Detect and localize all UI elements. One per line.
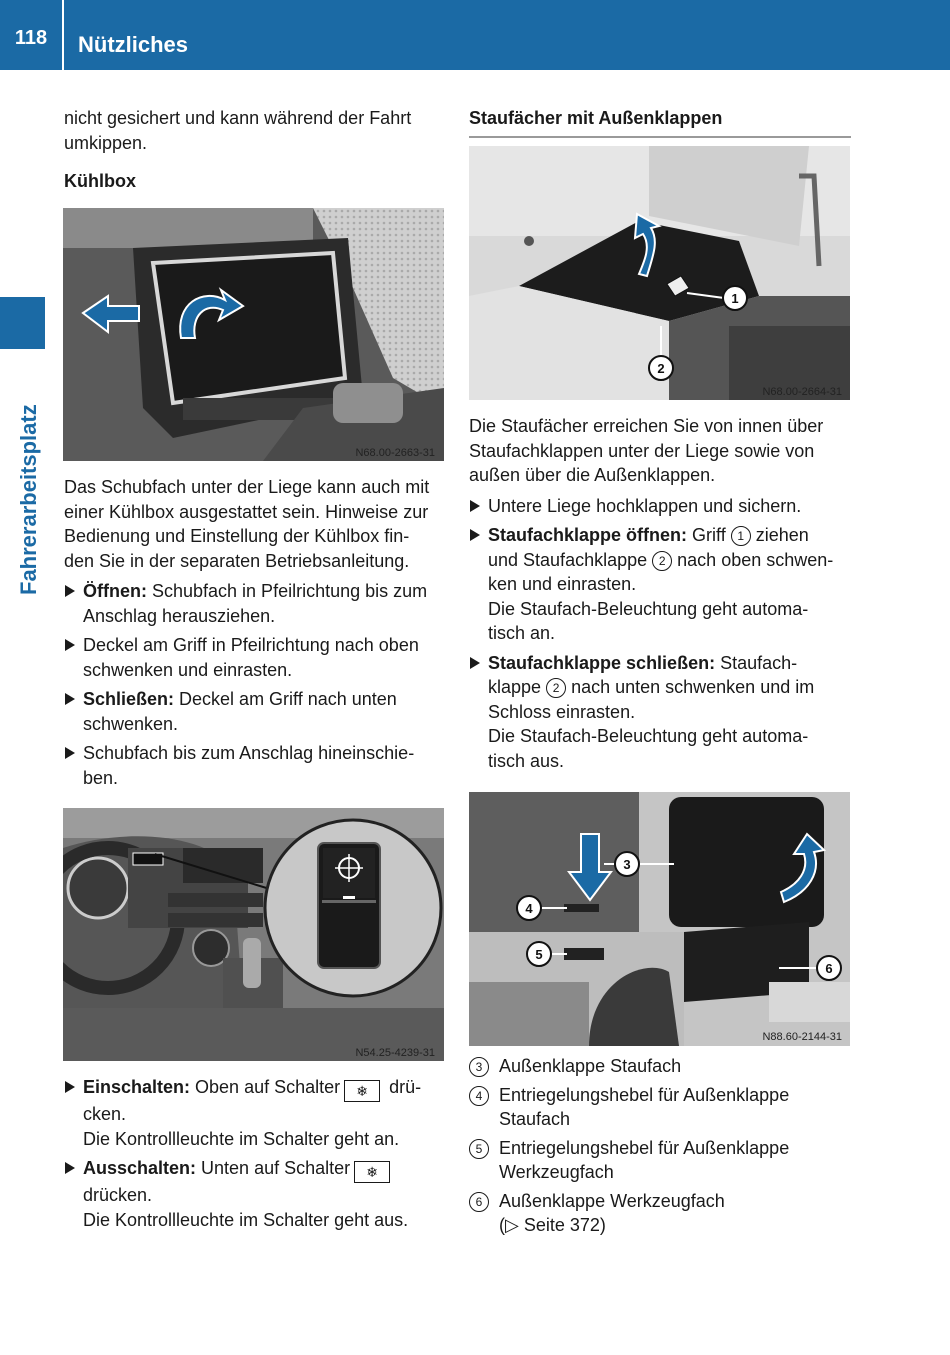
number-circle-6: 6 <box>469 1192 489 1212</box>
image-code: N54.25-4239-31 <box>355 1047 435 1059</box>
number-circle-5: 5 <box>469 1139 489 1159</box>
number-circle-1: 1 <box>731 526 751 546</box>
text: nach unten schwenken und im <box>566 677 815 697</box>
header-divider <box>62 0 64 70</box>
text-line: außen über die Außenklappen. <box>469 465 716 485</box>
bullet-triangle-icon <box>470 529 480 541</box>
bold-label: Einschalten: <box>83 1077 191 1097</box>
text-line: den Sie in der separaten Betriebsanleitung. <box>64 550 410 571</box>
text-line: Die Staufächer erreichen Sie von innen über <box>469 416 824 436</box>
number-circle-3: 3 <box>469 1057 489 1077</box>
bold-label: Schließen: <box>83 689 175 709</box>
kuehlbox-photo <box>63 208 444 461</box>
text-line: Untere Liege hochklappen und sichern. <box>488 495 802 516</box>
number-circle-2: 2 <box>546 678 566 698</box>
page-header <box>0 0 950 70</box>
text-line: tisch aus. <box>488 750 565 771</box>
callout-2: 2 <box>657 361 665 376</box>
text-line: Das Schubfach unter der Liege kann auch mit <box>64 477 430 497</box>
left-kuehlbox-text <box>64 475 446 790</box>
text-line: Die Staufach-Beleuchtung geht automa- <box>488 598 809 619</box>
list-item <box>64 687 446 736</box>
list-item <box>469 494 851 519</box>
section-title: Nützliches <box>78 32 189 57</box>
legend-item-3 <box>469 1054 851 1079</box>
legend-text: Entriegelungshebel für Außenklappe <box>499 1137 790 1158</box>
cooling-switch-icon: ❄ <box>344 1080 380 1102</box>
text-line: ben. <box>83 767 119 788</box>
left-intro <box>64 106 446 194</box>
text-line: tisch an. <box>488 623 556 643</box>
bullet-triangle-icon <box>65 1162 75 1174</box>
list-item <box>64 741 446 790</box>
text: drü- <box>384 1077 422 1097</box>
list-item <box>469 651 851 774</box>
text-line: Bedienung und Einstellung der Kühlbox fin- <box>64 526 410 546</box>
list-item <box>64 633 446 682</box>
text: Griff <box>687 525 726 545</box>
text: Deckel am Griff nach unten <box>174 689 397 709</box>
text-line: Deckel am Griff in Pfeilrichtung nach oben <box>83 635 419 655</box>
text: und Staufachklappe <box>488 549 648 570</box>
text-line: schwenken. <box>83 713 179 734</box>
callout-3: 3 <box>623 857 631 872</box>
callout-5: 5 <box>535 947 543 962</box>
text-line: Die Staufach-Beleuchtung geht automa- <box>488 726 809 746</box>
text: nach oben schwen- <box>672 549 834 570</box>
text: Schubfach in Pfeilrichtung bis zum <box>146 581 428 601</box>
text-line: einer Kühlbox ausgestattet sein. Hinweise zur <box>64 501 429 522</box>
right-heading-block <box>469 106 851 138</box>
text-line: Die Kontrollleuchte im Schalter geht an. <box>83 1128 400 1149</box>
callout-1: 1 <box>731 291 739 306</box>
bullet-triangle-icon <box>65 693 75 705</box>
number-circle-4: 4 <box>469 1086 489 1106</box>
legend-text: Werkzeugfach <box>499 1162 614 1182</box>
list-item <box>64 1075 446 1151</box>
right-staufach-text <box>469 414 851 773</box>
callout-6: 6 <box>825 961 833 976</box>
page-reference-link[interactable]: (▷ Seite 372) <box>499 1215 606 1235</box>
legend-text: Staufach <box>499 1109 571 1129</box>
callout-4: 4 <box>525 901 533 916</box>
text: ziehen <box>750 525 809 545</box>
bullet-triangle-icon <box>470 657 480 669</box>
left-switch-text <box>64 1075 446 1232</box>
bullet-triangle-icon <box>470 500 480 512</box>
text-line: Die Kontrollleuchte im Schalter geht aus. <box>83 1209 409 1230</box>
text-line: cken. <box>83 1104 127 1124</box>
bold-label: Staufachklappe öffnen: <box>488 525 688 545</box>
bold-label: Öffnen: <box>83 581 147 601</box>
legend-item-5 <box>469 1136 851 1185</box>
bold-label: Staufachklappe schließen: <box>488 652 716 673</box>
text: Staufach- <box>715 652 798 673</box>
text-line: schwenken und einrasten. <box>83 659 293 680</box>
text: Unten auf Schalter <box>196 1158 351 1178</box>
text-line: nicht gesichert und kann während der Fahrt <box>64 108 412 128</box>
text-line: umkippen. <box>64 132 148 153</box>
bold-label: Ausschalten: <box>83 1158 197 1178</box>
legend-item-6 <box>469 1189 851 1238</box>
list-item <box>469 523 851 646</box>
text: Oben auf Schalter <box>190 1077 341 1097</box>
text-line: Anschlag herausziehen. <box>83 605 276 626</box>
legend-item-4 <box>469 1083 851 1132</box>
bullet-triangle-icon <box>65 585 75 597</box>
number-circle-2: 2 <box>652 551 672 571</box>
dashboard-switch-photo <box>63 808 444 1061</box>
legend-text: Entriegelungshebel für Außenklappe <box>499 1084 790 1105</box>
text-line: Schloss einrasten. <box>488 701 636 722</box>
text-line: drücken. <box>83 1185 153 1205</box>
text: klappe <box>488 677 542 697</box>
cooling-switch-icon: ❄ <box>354 1161 390 1183</box>
page-number: 118 <box>14 26 48 49</box>
list-item <box>64 579 446 628</box>
aussenklappen-photo <box>469 792 850 1046</box>
kuehlbox-heading: Kühlbox <box>64 171 136 191</box>
staufaecher-heading: Staufächer mit Außenklappen <box>469 106 851 138</box>
legend-text: Außenklappe Staufach <box>499 1056 682 1076</box>
text-line: Schubfach bis zum Anschlag hineinschie- <box>83 743 415 763</box>
side-tab-marker <box>0 297 45 349</box>
image-code: N68.00-2664-31 <box>762 386 842 398</box>
bullet-triangle-icon <box>65 747 75 759</box>
bullet-triangle-icon <box>65 1081 75 1093</box>
image-code: N68.00-2663-31 <box>355 447 435 459</box>
bullet-triangle-icon <box>65 639 75 651</box>
legend-list <box>469 1054 851 1238</box>
text-line: Staufachklappen unter der Liege sowie von <box>469 440 815 461</box>
legend-text: Außenklappe Werkzeugfach <box>499 1190 725 1211</box>
text-line: ken und einrasten. <box>488 574 637 594</box>
staufach-interior-photo <box>469 146 850 400</box>
image-code: N88.60-2144-31 <box>762 1031 842 1043</box>
list-item <box>64 1156 446 1232</box>
side-chapter-label: Fahrerarbeitsplatz <box>16 404 41 595</box>
